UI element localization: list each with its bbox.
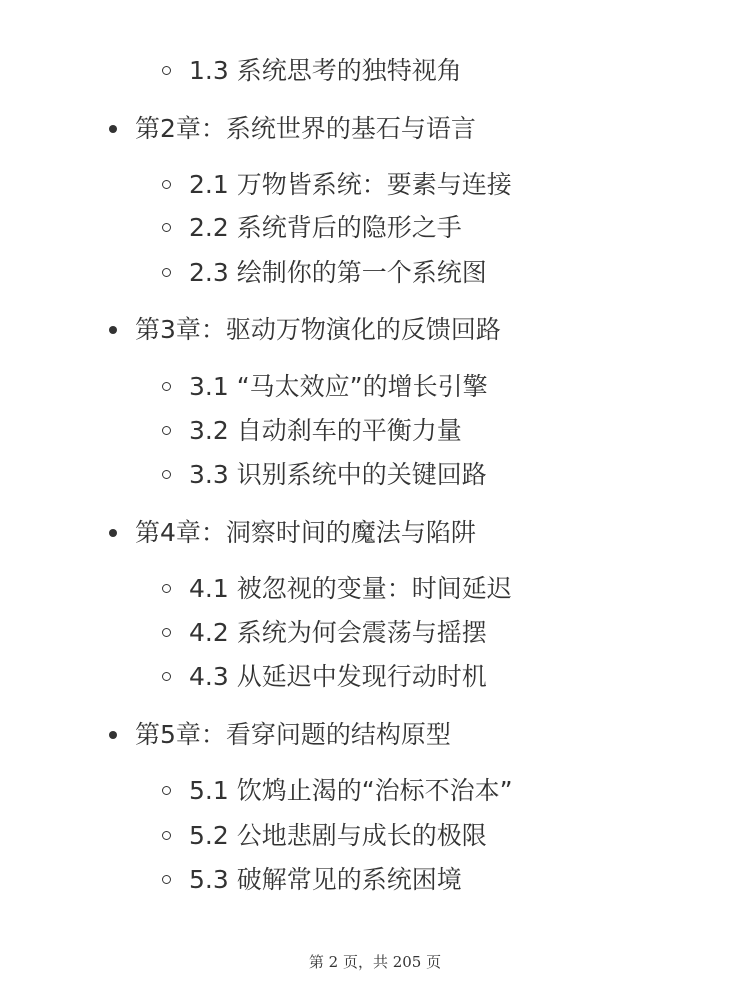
- filled-bullet-icon: [109, 518, 117, 548]
- toc-section-2-3: [189, 258, 487, 288]
- toc-chapter-label: 第3章：驱动万物演化的反馈回路: [135, 315, 501, 344]
- hollow-bullet-icon: [162, 170, 171, 200]
- toc-section-label: 2.2 系统背后的隐形之手: [189, 213, 462, 242]
- toc-section-label: 5.3 破解常见的系统困境: [189, 865, 462, 894]
- toc-chapter-4: [135, 518, 476, 548]
- filled-bullet-icon: [109, 720, 117, 750]
- hollow-bullet-icon: [162, 776, 171, 806]
- toc-section-3-3: [189, 460, 487, 490]
- toc-section-4-2: [189, 618, 487, 648]
- toc-section-label: 2.1 万物皆系统：要素与连接: [189, 170, 512, 199]
- toc-chapter-label: 第2章：系统世界的基石与语言: [135, 114, 476, 143]
- toc-chapter-5: [135, 720, 451, 750]
- toc-section-label: 4.3 从延迟中发现行动时机: [189, 662, 487, 691]
- toc-section-label: 5.2 公地悲剧与成长的极限: [189, 821, 487, 850]
- hollow-bullet-icon: [162, 56, 171, 86]
- hollow-bullet-icon: [162, 372, 171, 402]
- toc-section-label: 2.3 绘制你的第一个系统图: [189, 258, 487, 287]
- toc-section-4-3: [189, 662, 487, 692]
- toc-section-label: 4.2 系统为何会震荡与摇摆: [189, 618, 487, 647]
- toc-section-label: 3.1 “马太效应”的增长引擎: [189, 372, 488, 401]
- filled-bullet-icon: [109, 315, 117, 345]
- toc-chapter-3: [135, 315, 501, 345]
- toc-section-2-2: [189, 213, 462, 243]
- hollow-bullet-icon: [162, 662, 171, 692]
- toc-section-2-1: [189, 170, 512, 200]
- toc-section-1-3: [189, 56, 462, 86]
- hollow-bullet-icon: [162, 574, 171, 604]
- toc-section-label: 3.3 识别系统中的关键回路: [189, 460, 487, 489]
- hollow-bullet-icon: [162, 865, 171, 895]
- hollow-bullet-icon: [162, 416, 171, 446]
- toc-section-label: 5.1 饮鸩止渴的“治标不治本”: [189, 776, 513, 805]
- toc-section-label: 4.1 被忽视的变量：时间延迟: [189, 574, 512, 603]
- hollow-bullet-icon: [162, 258, 171, 288]
- toc-section-5-3: [189, 865, 462, 895]
- toc-section-4-1: [189, 574, 512, 604]
- page-number-footer: 第 2 页，共 205 页: [308, 953, 442, 971]
- hollow-bullet-icon: [162, 618, 171, 648]
- toc-section-label: 1.3 系统思考的独特视角: [189, 56, 462, 85]
- toc-section-3-2: [189, 416, 462, 446]
- toc-section-label: 3.2 自动刹车的平衡力量: [189, 416, 462, 445]
- hollow-bullet-icon: [162, 821, 171, 851]
- toc-section-5-1: [189, 776, 513, 806]
- hollow-bullet-icon: [162, 213, 171, 243]
- hollow-bullet-icon: [162, 460, 171, 490]
- toc-section-3-1: [189, 372, 488, 402]
- toc-chapter-label: 第4章：洞察时间的魔法与陷阱: [135, 518, 476, 547]
- toc-chapter-2: [135, 114, 476, 144]
- filled-bullet-icon: [109, 114, 117, 144]
- toc-chapter-label: 第5章：看穿问题的结构原型: [135, 720, 451, 749]
- toc-section-5-2: [189, 821, 487, 851]
